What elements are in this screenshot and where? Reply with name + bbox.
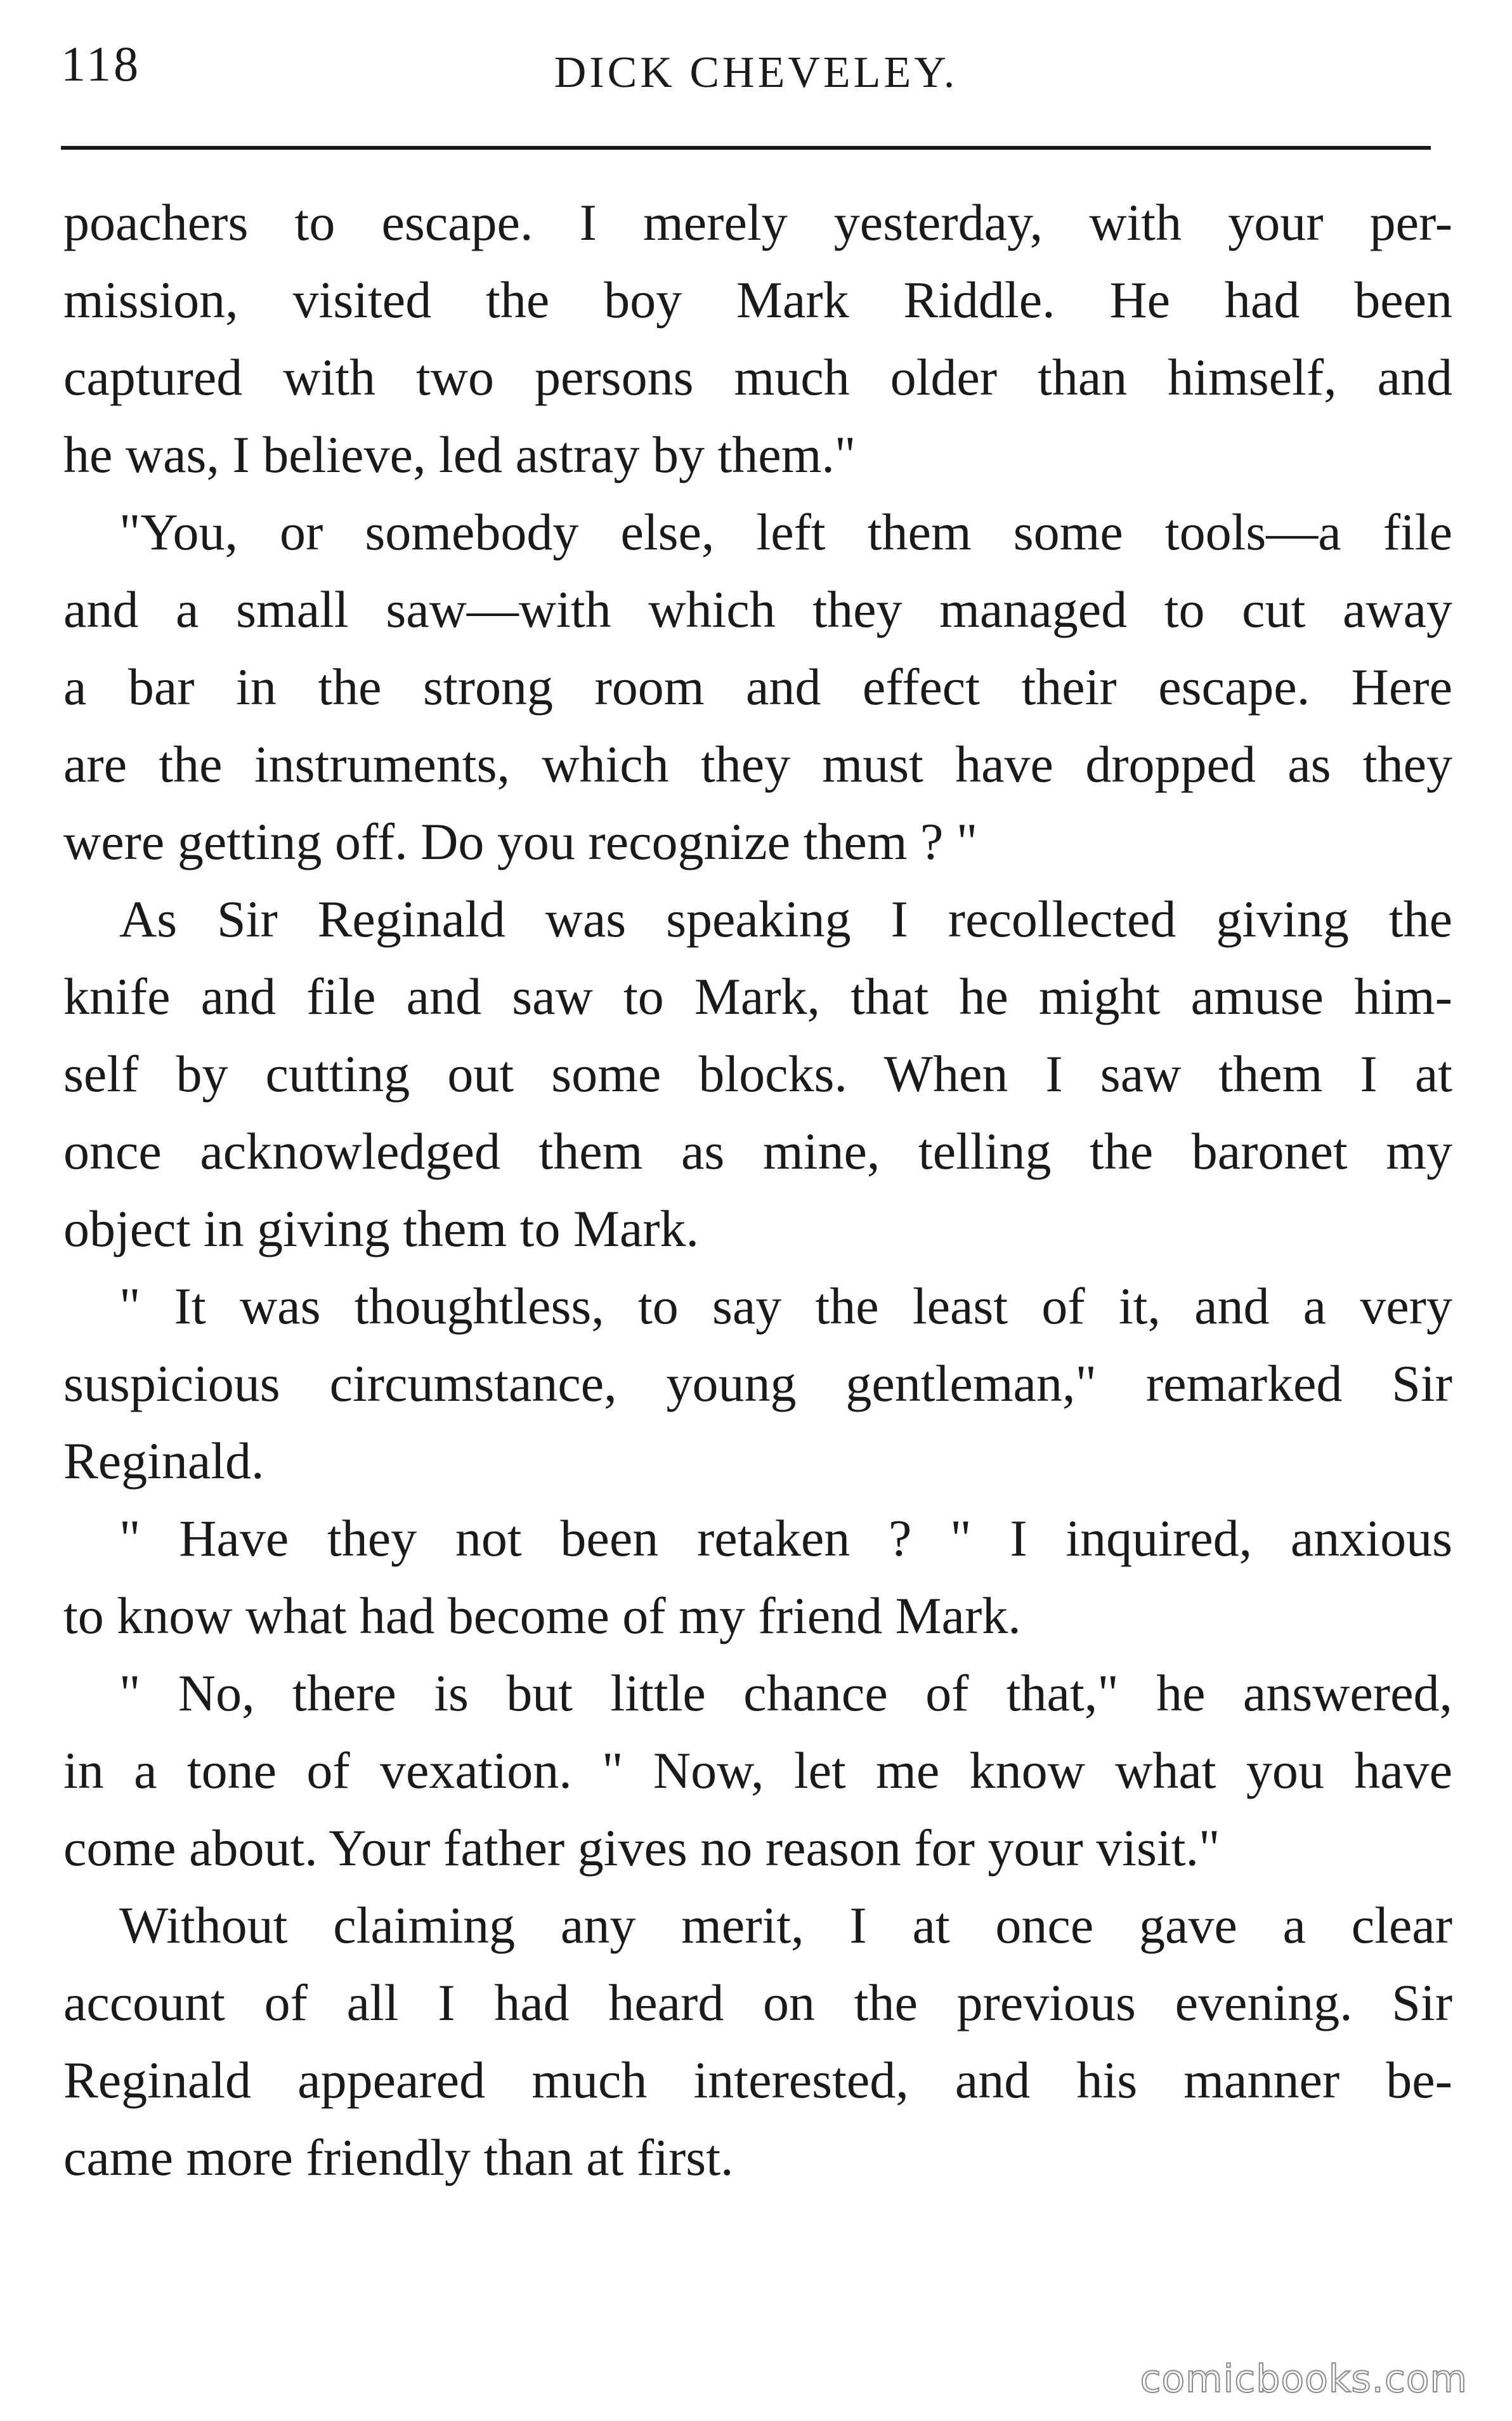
text-line: object in giving them to Mark.	[63, 1200, 700, 1257]
text-line: and a small saw—with which they managed to cut away	[63, 581, 1452, 638]
text-line: a bar in the strong room and effect their escape. Here	[63, 658, 1452, 716]
text-line: Without claiming any merit, I at once gave a clear	[119, 1896, 1452, 1954]
text-line: to know what had become of my friend Mark.	[63, 1587, 1021, 1644]
text-line: knife and file and saw to Mark, that he might amuse him-	[63, 968, 1452, 1025]
text-line: self by cutting out some blocks. When I saw them I at	[63, 1045, 1452, 1103]
text-line: As Sir Reginald was speaking I recollected giving the	[119, 890, 1452, 948]
running-head: DICK CHEVELEY.	[554, 48, 958, 97]
text-line: " It was thoughtless, to say the least of it, and a very	[119, 1277, 1452, 1335]
body-text	[63, 184, 1452, 2196]
text-line: once acknowledged them as mine, telling the baronet my	[63, 1122, 1452, 1180]
paragraph	[63, 184, 1452, 494]
page-number: 118	[61, 36, 141, 91]
paragraph	[63, 881, 1452, 1268]
text-line: come about. Your father gives no reason for your visit."	[63, 1819, 1220, 1877]
text-line: "You, or somebody else, left them some tools—a file	[119, 503, 1452, 561]
watermark: comicbooks.com	[1140, 2357, 1468, 2401]
text-line: account of all I had heard on the previous evening. Sir	[63, 1974, 1452, 2031]
paragraph	[63, 1887, 1452, 2196]
text-line: suspicious circumstance, young gentleman," remarked Sir	[63, 1355, 1452, 1412]
text-line: are the instruments, which they must have dropped as they	[63, 735, 1452, 793]
text-line: Reginald appeared much interested, and his manner be-	[63, 2051, 1452, 2109]
text-line: mission, visited the boy Mark Riddle. He had been	[63, 271, 1452, 329]
text-line: Reginald.	[63, 1432, 264, 1490]
paragraph	[63, 1500, 1452, 1655]
text-line: he was, I believe, led astray by them."	[63, 426, 856, 483]
text-line: " No, there is but little chance of that," he answered,	[119, 1664, 1452, 1722]
text-line: came more friendly than at first.	[63, 2129, 734, 2186]
paragraph	[63, 1268, 1452, 1500]
paragraph	[63, 494, 1452, 881]
text-line: " Have they not been retaken ? " I inquired, anxious	[119, 1509, 1452, 1567]
text-line: were getting off. Do you recognize them ? "	[63, 813, 978, 870]
text-line: poachers to escape. I merely yesterday, with your per-	[63, 194, 1452, 251]
text-line: in a tone of vexation. " Now, let me know what you have	[63, 1742, 1452, 1799]
paragraph	[63, 1655, 1452, 1887]
header-rule	[61, 146, 1431, 150]
text-line: captured with two persons much older than himself, and	[63, 348, 1452, 406]
